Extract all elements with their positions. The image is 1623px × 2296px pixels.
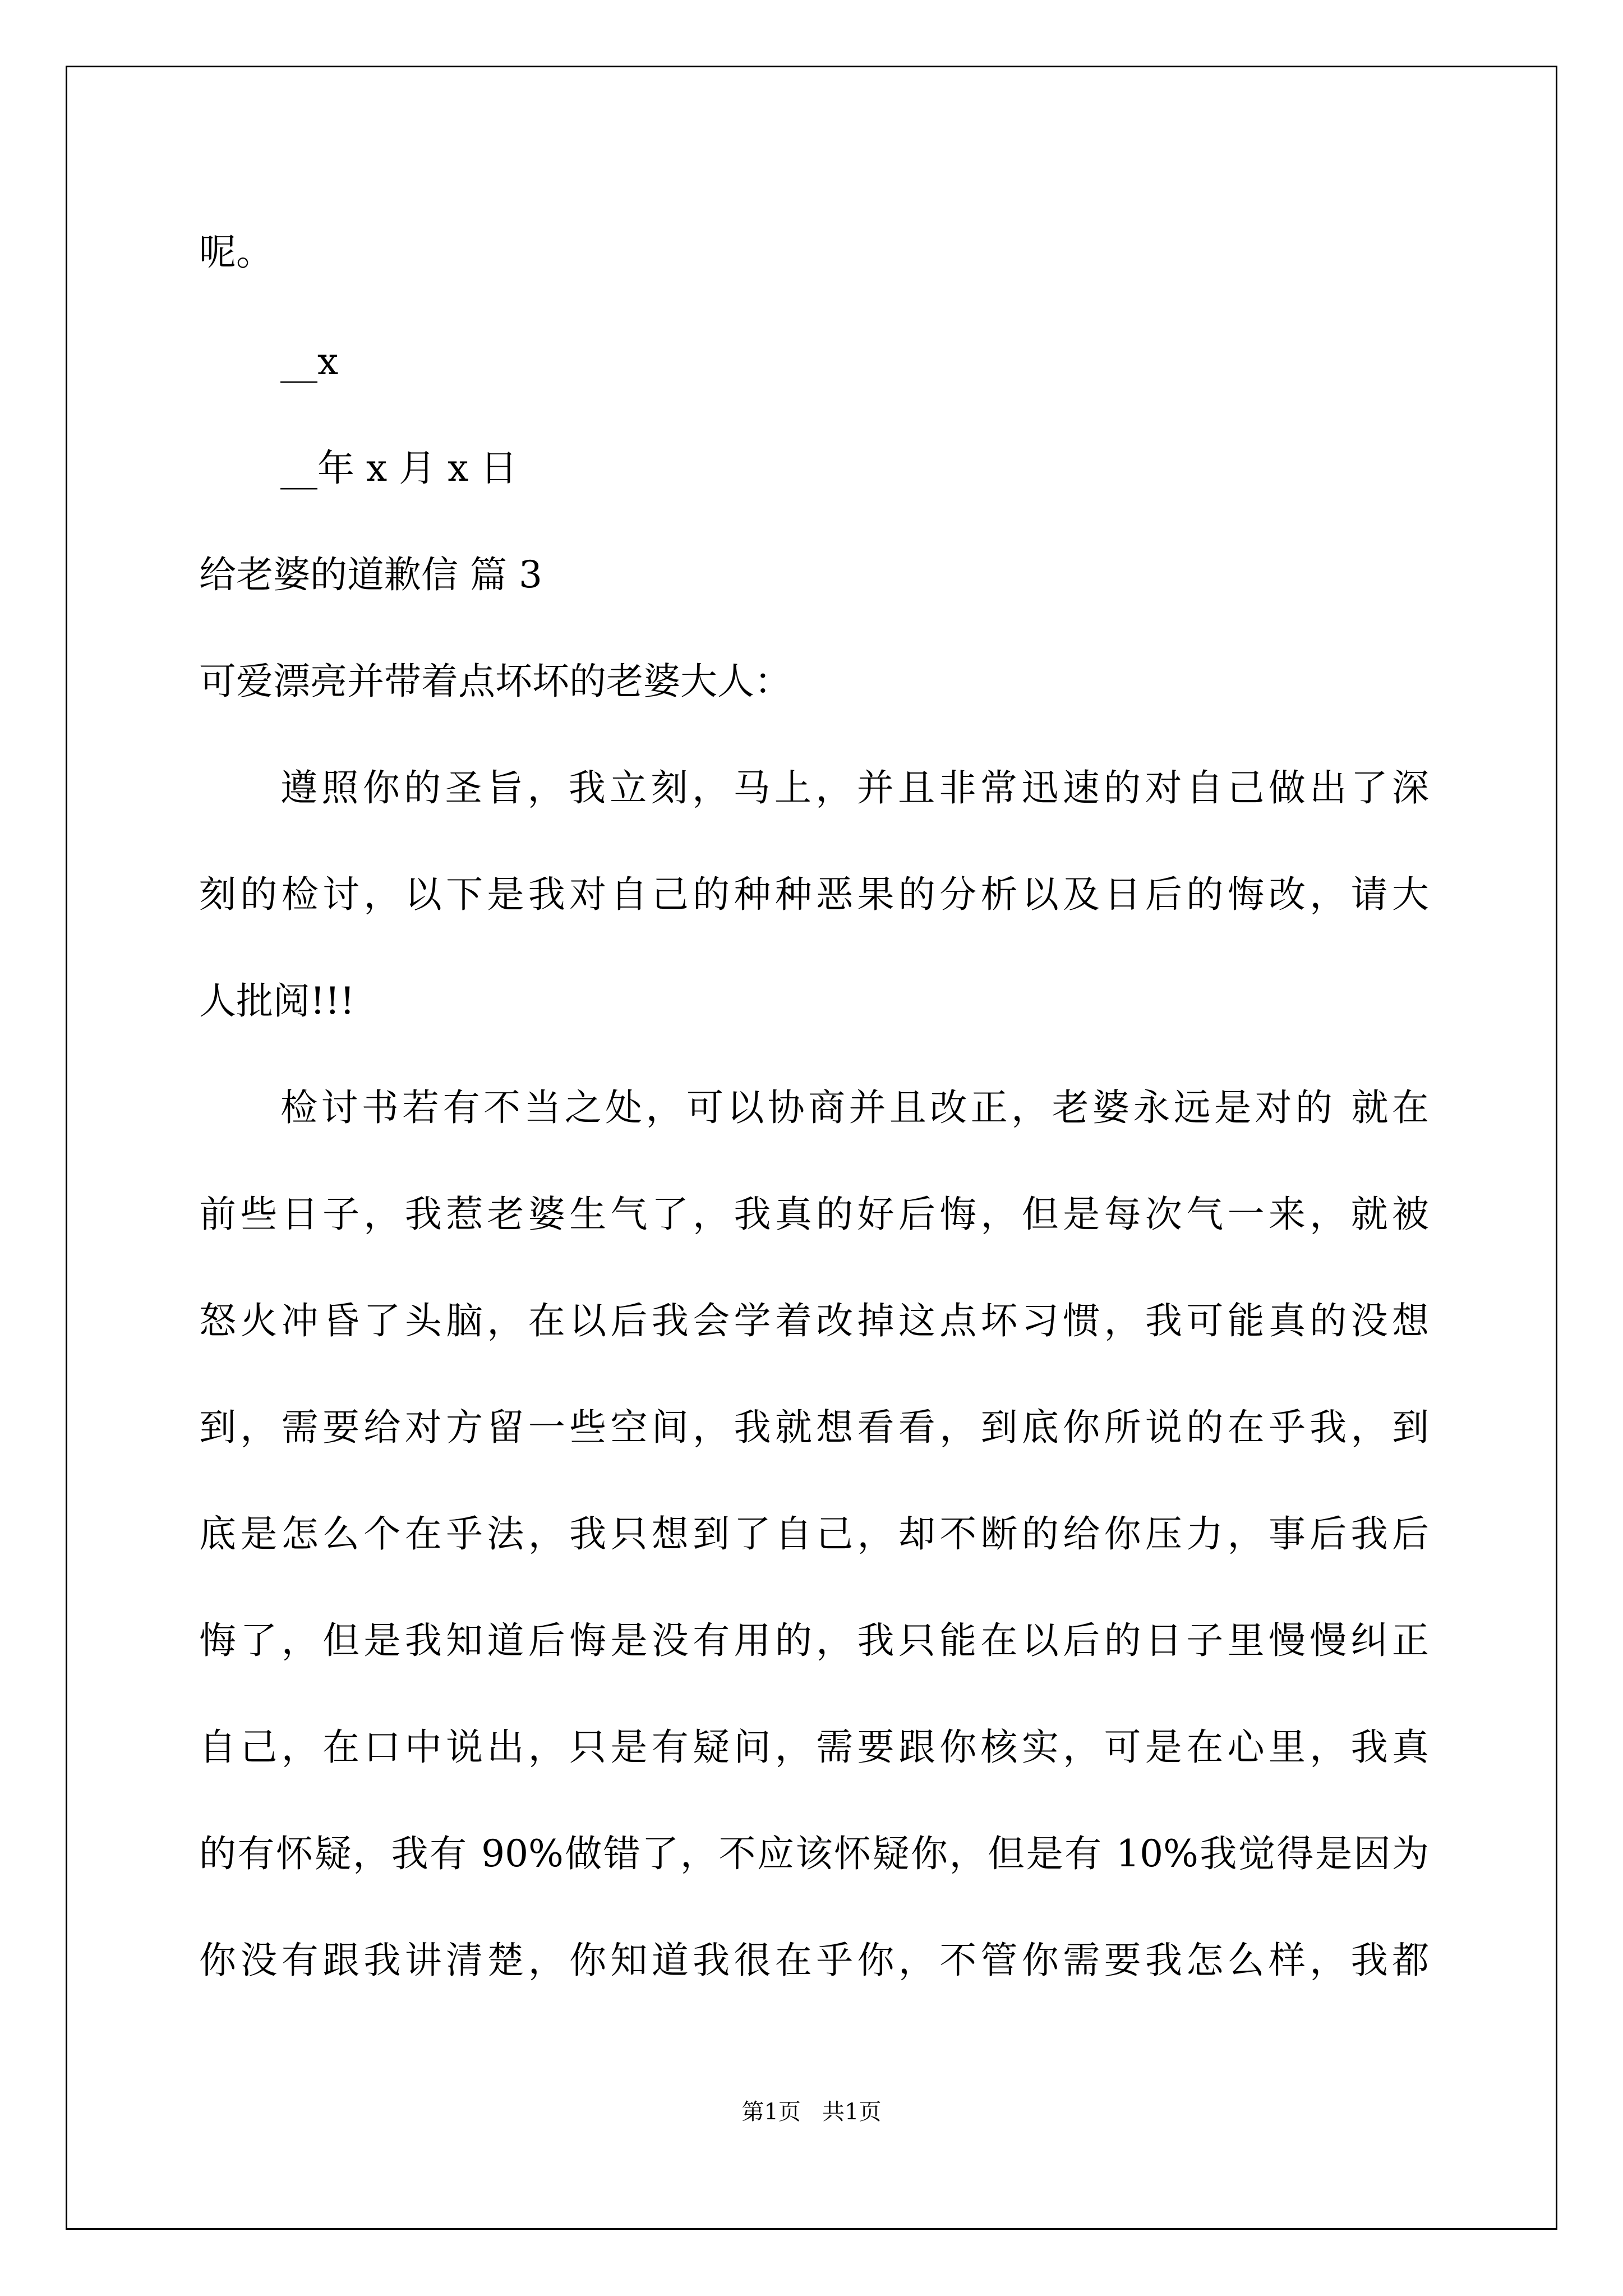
- paragraph-1-line-3: 人批阅!!!: [199, 979, 355, 1023]
- paragraph-2-line-9: 你没有跟我讲清楚，你知道我很在乎你，不管你需要我怎么样，我都: [199, 1939, 1429, 1982]
- date-line: __年 x 月 x 日: [280, 447, 518, 490]
- salutation-line: 可爱漂亮并带着点坏坏的老婆大人：: [199, 660, 791, 703]
- text-line-closing: 呢。: [199, 231, 273, 274]
- page-border: [66, 66, 1557, 2230]
- paragraph-2-line-8: 的有怀疑，我有 90%做错了，不应该怀疑你，但是有 10%我觉得是因为: [199, 1832, 1429, 1875]
- section-heading: 给老婆的道歉信 篇 3: [199, 553, 542, 596]
- paragraph-2-line-3: 怒火冲昏了头脑，在以后我会学着改掉这点坏习惯，我可能真的没想: [199, 1299, 1429, 1342]
- paragraph-2-line-5: 底是怎么个在乎法，我只想到了自己，却不断的给你压力，事后我后: [199, 1512, 1429, 1556]
- paragraph-2-line-2: 前些日子，我惹老婆生气了，我真的好后悔，但是每次气一来，就被: [199, 1193, 1429, 1236]
- page-footer: 第1页 共1页: [741, 2099, 882, 2125]
- signature-line: __x: [280, 340, 339, 383]
- paragraph-1-line-2: 刻的检讨，以下是我对自己的种种恶果的分析以及日后的悔改，请大: [199, 873, 1429, 916]
- paragraph-2-line-6: 悔了，但是我知道后悔是没有用的，我只能在以后的日子里慢慢纠正: [199, 1619, 1429, 1662]
- paragraph-2-line-1: 检讨书若有不当之处，可以协商并且改正，老婆永远是对的 就在: [280, 1086, 1429, 1129]
- paragraph-2-line-4: 到，需要给对方留一些空间，我就想看看，到底你所说的在乎我，到: [199, 1406, 1429, 1449]
- paragraph-2-line-7: 自己，在口中说出，只是有疑问，需要跟你核实，可是在心里，我真: [199, 1726, 1429, 1769]
- paragraph-1-line-1: 遵照你的圣旨，我立刻，马上，并且非常迅速的对自己做出了深: [280, 766, 1429, 809]
